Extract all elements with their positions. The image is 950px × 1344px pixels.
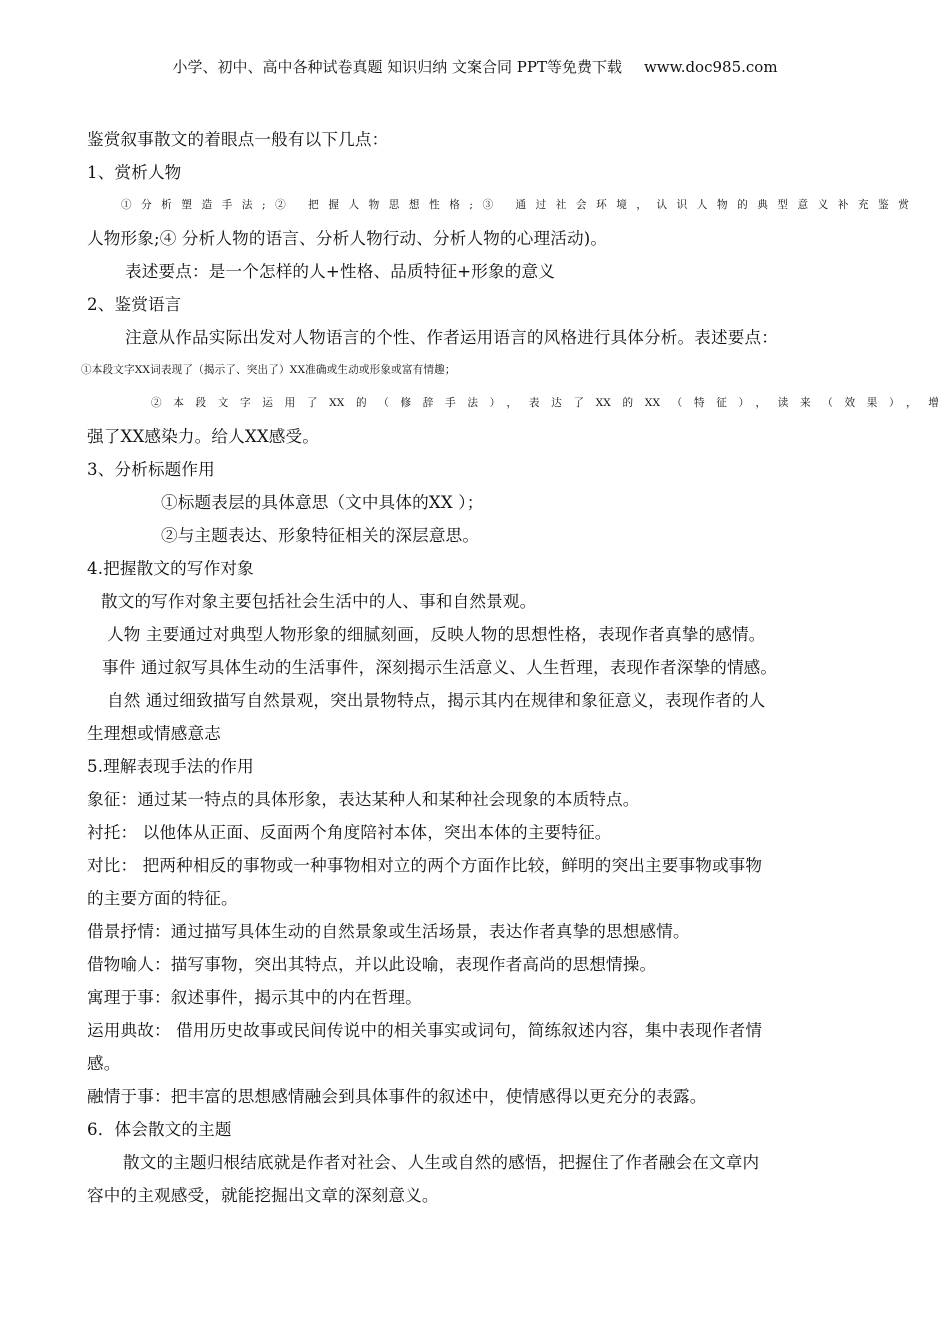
paragraph-line: 散文的主题归根结底就是作者对社会、人生或自然的感悟，把握住了作者融会在文章内	[123, 1153, 760, 1172]
header-text: 小学、初中、高中各种试卷真题 知识归纳 文案合同 PPT等免费下载	[172, 58, 622, 76]
paragraph-line: 注意从作品实际出发对人物语言的个性、作者运用语言的风格进行具体分析。表述要点：	[125, 328, 779, 347]
section-heading-5: 5.理解表现手法的作用	[87, 757, 254, 776]
document-body	[81, 129, 939, 1218]
page-header	[0, 57, 950, 77]
paragraph-line: 人物形象;④ 分析人物的语言、分析人物行动、分析人物的心理活动)。	[87, 229, 608, 248]
paragraph-line: 强了XX感染力。给人XX感受。	[87, 427, 320, 446]
paragraph-line: ①本段文字XX词表现了（揭示了、突出了）XX准确或生动或形象或富有情趣；	[81, 364, 456, 376]
paragraph-line: 人物 主要通过对典型人物形象的细腻刻画，反映人物的思想性格，表现作者真挚的感情。	[107, 625, 766, 644]
paragraph-line: 感。	[87, 1054, 121, 1073]
paragraph-line: ①分析塑造手法;② 把握人物思想性格;③ 通过社会环境，认识人物的典型意义补充鉴赏	[121, 199, 909, 211]
header-site-url: www.doc985.com	[643, 58, 778, 76]
paragraph-line: 借景抒情：通过描写具体生动的自然景象或生活场景，表达作者真挚的思想感情。	[87, 922, 690, 941]
paragraph-line: 寓理于事：叙述事件，揭示其中的内在哲理。	[87, 988, 422, 1007]
section-heading-6: 6．体会散文的主题	[87, 1120, 232, 1139]
intro-line: 鉴赏叙事散文的着眼点一般有以下几点：	[87, 130, 389, 149]
paragraph-line: ①标题表层的具体意思（文中具体的XX ）；	[161, 493, 484, 512]
paragraph-line: 散文的写作对象主要包括社会生活中的人、事和自然景观。	[101, 592, 537, 611]
paragraph-line: 容中的主观感受，就能挖掘出文章的深刻意义。	[87, 1186, 439, 1205]
section-heading-1: 1、赏析人物	[87, 163, 182, 182]
paragraph-line: 自然 通过细致描写自然景观，突出景物特点，揭示其内在规律和象征意义，表现作者的人	[107, 691, 766, 710]
paragraph-line: ②本段文字运用了XX的（修辞手法），表达了XX的XX（特征），读来（效果），增	[151, 397, 939, 409]
paragraph-line: ②与主题表达、形象特征相关的深层意思。	[161, 526, 480, 545]
section-heading-2: 2、鉴赏语言	[87, 295, 182, 314]
section-heading-4: 4.把握散文的写作对象	[87, 559, 254, 578]
paragraph-line: 事件 通过叙写具体生动的生活事件，深刻揭示生活意义、人生哲理，表现作者深挚的情感。	[102, 658, 778, 677]
section-heading-3: 3、分析标题作用	[87, 460, 215, 479]
paragraph-line: 对比： 把两种相反的事物或一种事物相对立的两个方面作比较，鲜明的突出主要事物或事物	[87, 856, 763, 875]
paragraph-line: 表述要点：是一个怎样的人+性格、品质特征+形象的意义	[125, 262, 555, 281]
paragraph-line: 生理想或情感意志	[87, 724, 221, 743]
paragraph-line: 运用典故： 借用历史故事或民间传说中的相关事实或词句，简练叙述内容，集中表现作者情	[87, 1021, 763, 1040]
paragraph-line: 借物喻人：描写事物，突出其特点，并以此设喻，表现作者高尚的思想情操。	[87, 955, 657, 974]
paragraph-line: 融情于事：把丰富的思想感情融会到具体事件的叙述中，使情感得以更充分的表露。	[87, 1087, 707, 1106]
paragraph-line: 衬托： 以他体从正面、反面两个角度陪衬本体，突出本体的主要特征。	[87, 823, 612, 842]
paragraph-line: 的主要方面的特征。	[87, 889, 238, 908]
paragraph-line: 象征：通过某一特点的具体形象，表达某种人和某种社会现象的本质特点。	[87, 790, 640, 809]
